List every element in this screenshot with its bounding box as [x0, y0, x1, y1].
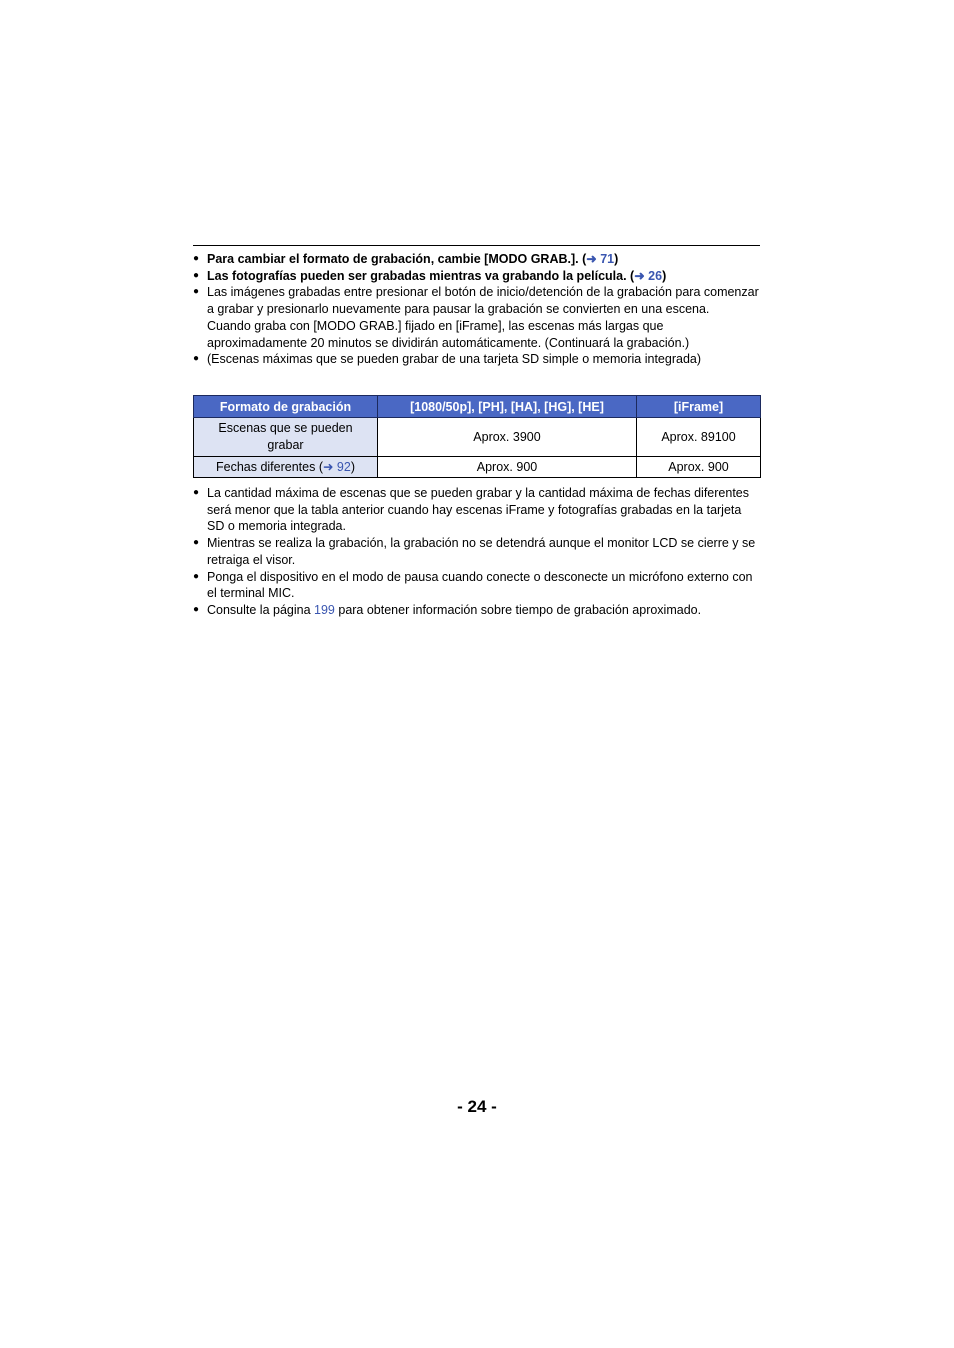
note-text: Mientras se realiza la grabación, la grabación no se detendrá aunque el monitor LCD se cierre y se retraiga el visor. — [207, 536, 756, 567]
column-header: [1080/50p], [PH], [HA], [HG], [HE] — [378, 396, 637, 418]
note-item — [193, 535, 760, 568]
bullet-icon: ● — [193, 537, 200, 549]
table-cell: Aprox. 900 — [637, 457, 761, 478]
row-label-suffix: ) — [350, 459, 356, 474]
bullet-icon: ● — [193, 253, 200, 264]
note-suffix: ) — [614, 252, 619, 266]
note-item — [193, 284, 760, 351]
note-item — [193, 485, 760, 535]
bullet-icon: ● — [193, 353, 200, 365]
note-text: La cantidad máxima de escenas que se pueden grabar y la cantidad máxima de fechas diferentes será menor que la tabla anterior cuando hay escenas iFrame y fotografías grabadas en la tarjeta SD o memoria integrada. — [207, 486, 749, 534]
note-item — [193, 268, 760, 285]
note-item — [193, 251, 760, 268]
note-suffix: para obtener información sobre tiempo de grabación aproximado. — [334, 602, 702, 617]
bullet-icon: ● — [193, 570, 200, 582]
page-link[interactable]: 199 — [314, 602, 335, 617]
table-cell: Aprox. 3900 — [378, 418, 637, 457]
bullet-icon: ● — [193, 286, 200, 298]
note-text: Las fotografías pueden ser grabadas mientras va grabando la película. ( — [207, 268, 635, 283]
bullet-icon: ● — [193, 603, 200, 615]
row-label — [194, 457, 378, 478]
table-row — [194, 457, 761, 478]
page-link[interactable]: ➜ 92 — [322, 459, 351, 474]
page-link[interactable]: ➜ 71 — [586, 252, 615, 266]
top-notes — [193, 251, 760, 368]
bottom-notes — [193, 485, 760, 619]
note-item — [193, 569, 760, 602]
row-label — [194, 418, 378, 457]
note-text: Para cambiar el formato de grabación, cambie [MODO GRAB.]. ( — [207, 252, 587, 266]
note-item — [193, 602, 760, 619]
note-suffix: ) — [662, 268, 667, 283]
table-cell: Aprox. 89100 — [637, 418, 761, 457]
table-cell: Aprox. 900 — [378, 457, 637, 478]
bullet-icon: ● — [193, 487, 200, 498]
row-label-text: Fechas diferentes ( — [215, 459, 323, 474]
note-item — [193, 351, 760, 368]
note-continuation: Cuando graba con [MODO GRAB.] fijado en [iFrame], las escenas más largas que aproximadamente 20 minutos se dividirán automáticamente. (Continuará la grabación.) — [207, 318, 690, 350]
page-link[interactable]: ➜ 26 — [634, 268, 663, 283]
section-divider — [193, 245, 760, 246]
page-number: - 24 - — [457, 1097, 497, 1116]
bullet-icon: ● — [193, 269, 200, 281]
note-text: (Escenas máximas que se pueden grabar de una tarjeta SD simple o memoria integrada) — [207, 352, 702, 367]
column-header: Formato de grabación — [194, 396, 378, 418]
note-text: Consulte la página — [207, 602, 315, 617]
note-text: Las imágenes grabadas entre presionar el botón de inicio/detención de la grabación para comenzar a grabar y presionarlo nuevamente para pausar la grabación se convierten en una escena. — [207, 285, 759, 317]
note-text: Ponga el dispositivo en el modo de pausa cuando conecte o desconecte un micrófono externo con el terminal MIC. — [207, 569, 753, 601]
table-row — [194, 418, 761, 457]
table-header-row — [194, 396, 761, 418]
row-label-text: Escenas que se pueden grabar — [218, 421, 353, 452]
column-header: [iFrame] — [637, 396, 761, 418]
recording-capacity-table — [193, 395, 761, 478]
